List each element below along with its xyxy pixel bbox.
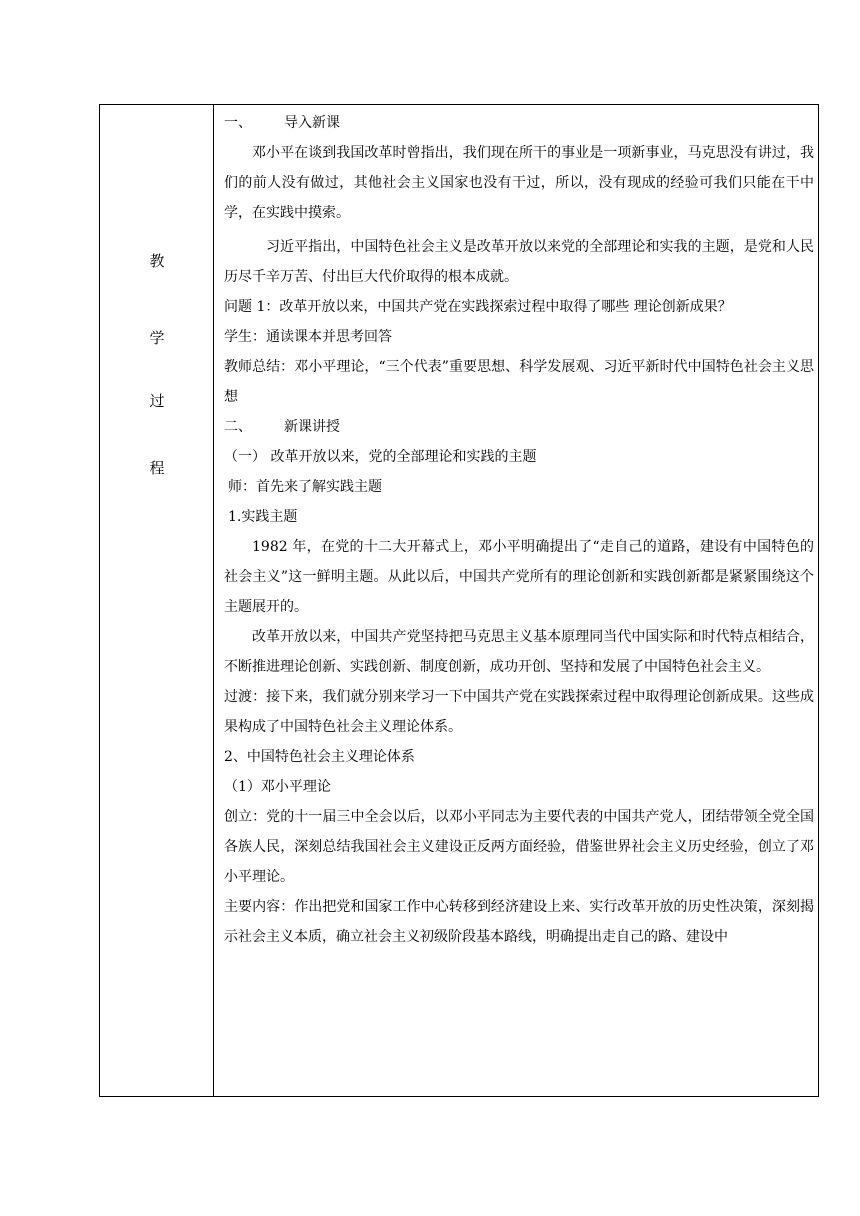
heading-intro-title: 导入新课 — [284, 115, 340, 131]
heading-new-lesson — [224, 412, 814, 442]
paragraph-reform: 改革开放以来，中国共产党坚持把马克思主义基本原理同当代中国实际和时代特点相结合，不断推进理论创新、实践创新、制度创新，成功开创、坚持和发展了中国特色社会主义。 — [224, 629, 814, 675]
section-practice-theme: 1.实践主题 — [228, 509, 298, 525]
lesson-table — [99, 104, 819, 1097]
subheading-theme: （一） 改革开放以来，党的全部理论和实践的主题 — [224, 449, 537, 465]
side-label-char-jiao: 教 — [149, 252, 165, 270]
lesson-content — [224, 108, 814, 952]
transition-text: 过渡：接下来，我们就分别来学习一下中国共产党在实践探索过程中取得理论创新成果。这些成果构成了中国特色社会主义理论体系。 — [224, 689, 814, 735]
teacher-summary: 教师总结：邓小平理论，“三个代表”重要思想、科学发展观、习近平新时代中国特色社会主义思想 — [224, 359, 814, 405]
heading-new-lesson-title: 新课讲授 — [284, 419, 340, 435]
paragraph-xi-quote: 习近平指出，中国特色社会主义是改革开放以来党的全部理论和实我的主题，是党和人民历尽千辛万苦、付出巨大代价取得的根本成就。 — [224, 239, 814, 285]
heading-intro — [224, 108, 814, 138]
question-1: 问题 1：改革开放以来，中国共产党在实践探索过程中取得了哪些 理论创新成果？ — [224, 299, 732, 315]
heading-new-lesson-number: 二、 — [224, 419, 252, 435]
student-activity: 学生：通读课本并思考回答 — [224, 329, 392, 345]
paragraph-main-content: 主要内容：作出把党和国家工作中心转移到经济建设上来、实行改革开放的历史性决策，深刻揭示社会主义本质，确立社会主义初级阶段基本路线，明确提出走自己的路、建设中 — [224, 899, 814, 945]
paragraph-1982: 1982 年，在党的十二大开幕式上，邓小平明确提出了“走自己的道路，建设有中国特色的社会主义”这一鲜明主题。从此以后，中国共产党所有的理论创新和实践创新都是紧紧围绕这个主题展开的。 — [224, 539, 814, 615]
side-label-char-guo: 过 — [149, 392, 165, 410]
side-label-char-xue: 学 — [149, 329, 165, 347]
subheading-deng-theory: （1）邓小平理论 — [224, 779, 331, 795]
side-label-column — [100, 105, 214, 1096]
paragraph-deng-quote: 邓小平在谈到我国改革时曾指出，我们现在所干的事业是一项新事业，马克思没有讲过，我们的前人没有做过，其他社会主义国家也没有干过，所以，没有现成的经验可我们只能在干中学，在实践中摸索。 — [224, 145, 814, 221]
paragraph-founding: 创立：党的十一届三中全会以后，以邓小平同志为主要代表的中国共产党人，团结带领全党全国各族人民，深刻总结我国社会主义建设正反两方面经验，借鉴世界社会主义历史经验，创立了邓小平理论。 — [224, 809, 814, 885]
heading-intro-number: 一、 — [224, 115, 252, 131]
side-label-char-cheng: 程 — [149, 459, 165, 477]
section-theory-system: 2、中国特色社会主义理论体系 — [224, 749, 415, 765]
teacher-line: 师：首先来了解实践主题 — [228, 479, 382, 495]
